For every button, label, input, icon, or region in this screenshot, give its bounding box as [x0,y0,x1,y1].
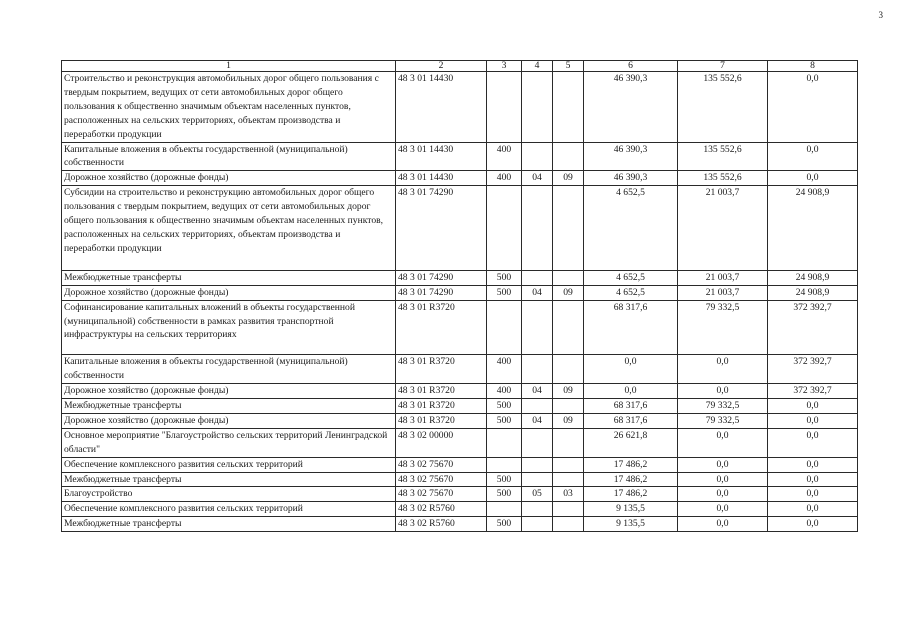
amount-col-8: 0,0 [768,399,858,414]
amount-col-7: 0,0 [678,502,768,517]
column-header: 8 [768,61,858,72]
page-number: 3 [878,10,883,20]
table-row [62,300,858,355]
column-header: 7 [678,61,768,72]
row-name: Межбюджетные трансферты [62,472,396,487]
expense-type-code [487,457,522,472]
section-code: 04 [522,413,553,428]
expense-type-code: 500 [487,413,522,428]
subsection-code: 03 [553,487,584,502]
amount-col-6: 17 486,2 [584,472,678,487]
expense-type-code [487,72,522,143]
amount-col-6: 4 652,5 [584,186,678,271]
subsection-code [553,472,584,487]
expense-type-code [487,300,522,355]
target-article-code: 48 3 01 R3720 [396,399,487,414]
section-code: 04 [522,171,553,186]
column-header: 4 [522,61,553,72]
amount-col-7: 0,0 [678,487,768,502]
target-article-code: 48 3 01 R3720 [396,355,487,384]
table-row [62,428,858,457]
row-name: Дорожное хозяйство (дорожные фонды) [62,384,396,399]
section-code [522,399,553,414]
subsection-code [553,142,584,171]
amount-col-7: 79 332,5 [678,399,768,414]
amount-col-8: 0,0 [768,171,858,186]
table-row [62,355,858,384]
expense-type-code: 500 [487,472,522,487]
amount-col-6: 68 317,6 [584,399,678,414]
amount-col-6: 68 317,6 [584,300,678,355]
amount-col-7: 0,0 [678,355,768,384]
subsection-code: 09 [553,384,584,399]
target-article-code: 48 3 02 75670 [396,472,487,487]
table-row [62,270,858,285]
expense-type-code: 500 [487,517,522,532]
table-row [62,384,858,399]
expense-type-code: 500 [487,487,522,502]
target-article-code: 48 3 02 75670 [396,457,487,472]
amount-col-8: 24 908,9 [768,186,858,271]
amount-col-8: 0,0 [768,72,858,143]
amount-col-7: 21 003,7 [678,186,768,271]
table-header-row [62,61,858,72]
amount-col-8: 0,0 [768,457,858,472]
table-row [62,72,858,143]
amount-col-6: 4 652,5 [584,285,678,300]
section-code: 05 [522,487,553,502]
target-article-code: 48 3 01 R3720 [396,384,487,399]
table-row [62,142,858,171]
section-code [522,142,553,171]
column-header: 5 [553,61,584,72]
subsection-code [553,399,584,414]
target-article-code: 48 3 01 14430 [396,142,487,171]
expense-type-code: 400 [487,355,522,384]
amount-col-7: 135 552,6 [678,72,768,143]
table-row [62,502,858,517]
amount-col-6: 9 135,5 [584,517,678,532]
section-code [522,186,553,271]
section-code [522,472,553,487]
section-code [522,457,553,472]
target-article-code: 48 3 01 R3720 [396,413,487,428]
amount-col-7: 0,0 [678,457,768,472]
target-article-code: 48 3 02 00000 [396,428,487,457]
amount-col-7: 0,0 [678,472,768,487]
subsection-code [553,457,584,472]
amount-col-6: 46 390,3 [584,171,678,186]
section-code [522,355,553,384]
amount-col-8: 24 908,9 [768,285,858,300]
column-header: 1 [62,61,396,72]
row-name: Дорожное хозяйство (дорожные фонды) [62,171,396,186]
row-name: Обеспечение комплексного развития сельских территорий [62,502,396,517]
expense-type-code: 400 [487,171,522,186]
amount-col-6: 4 652,5 [584,270,678,285]
subsection-code: 09 [553,285,584,300]
amount-col-8: 372 392,7 [768,355,858,384]
subsection-code [553,270,584,285]
subsection-code: 09 [553,413,584,428]
amount-col-8: 0,0 [768,517,858,532]
expense-type-code: 400 [487,142,522,171]
row-name: Дорожное хозяйство (дорожные фонды) [62,285,396,300]
target-article-code: 48 3 01 14430 [396,72,487,143]
row-name: Строительство и реконструкция автомобильных дорог общего пользования с твердым покрытием, ведущих от сети автомобильных дорог общего пользования к общественно значимым объектам населенных пунктов, расположенных на сельских территориях, объектам производства и переработки продукции [62,72,396,143]
amount-col-7: 21 003,7 [678,270,768,285]
amount-col-7: 0,0 [678,384,768,399]
row-name: Капитальные вложения в объекты государственной (муниципальной) собственности [62,142,396,171]
row-name: Софинансирование капитальных вложений в объекты государственной (муниципальной) собственности в рамках развития транспортной инфраструктуры на сельских территориях [62,300,396,355]
subsection-code [553,355,584,384]
target-article-code: 48 3 01 74290 [396,186,487,271]
table-row [62,186,858,271]
section-code [522,428,553,457]
amount-col-6: 26 621,8 [584,428,678,457]
table-row [62,472,858,487]
amount-col-7: 135 552,6 [678,171,768,186]
table-row [62,487,858,502]
amount-col-7: 79 332,5 [678,300,768,355]
table-row [62,457,858,472]
subsection-code [553,72,584,143]
section-code: 04 [522,384,553,399]
amount-col-7: 21 003,7 [678,285,768,300]
section-code [522,502,553,517]
table-row [62,399,858,414]
expense-type-code [487,428,522,457]
subsection-code [553,502,584,517]
row-name: Межбюджетные трансферты [62,399,396,414]
budget-table [61,60,858,532]
target-article-code: 48 3 02 R5760 [396,517,487,532]
amount-col-8: 372 392,7 [768,300,858,355]
amount-col-7: 79 332,5 [678,413,768,428]
row-name: Капитальные вложения в объекты государственной (муниципальной) собственности [62,355,396,384]
row-name: Благоустройство [62,487,396,502]
subsection-code [553,517,584,532]
target-article-code: 48 3 01 14430 [396,171,487,186]
amount-col-6: 46 390,3 [584,72,678,143]
section-code [522,517,553,532]
target-article-code: 48 3 01 74290 [396,285,487,300]
expense-type-code [487,186,522,271]
subsection-code [553,186,584,271]
table-row [62,171,858,186]
table-row [62,517,858,532]
column-header: 2 [396,61,487,72]
row-name: Обеспечение комплексного развития сельских территорий [62,457,396,472]
amount-col-6: 46 390,3 [584,142,678,171]
amount-col-6: 68 317,6 [584,413,678,428]
target-article-code: 48 3 02 75670 [396,487,487,502]
amount-col-8: 0,0 [768,487,858,502]
row-name: Субсидии на строительство и реконструкцию автомобильных дорог общего пользования с твердым покрытием, ведущих от сети автомобильных дорог общего пользования к общественно значимым объектам населенных пунктов, расположенных на сельских территориях, объектам производства и переработки продукции [62,186,396,271]
amount-col-6: 0,0 [584,355,678,384]
row-name: Межбюджетные трансферты [62,517,396,532]
amount-col-8: 372 392,7 [768,384,858,399]
amount-col-8: 0,0 [768,472,858,487]
amount-col-8: 24 908,9 [768,270,858,285]
subsection-code [553,428,584,457]
section-code [522,270,553,285]
row-name: Основное мероприятие "Благоустройство сельских территорий Ленинградской области" [62,428,396,457]
amount-col-8: 0,0 [768,142,858,171]
row-name: Межбюджетные трансферты [62,270,396,285]
amount-col-7: 135 552,6 [678,142,768,171]
row-name: Дорожное хозяйство (дорожные фонды) [62,413,396,428]
expense-type-code: 400 [487,384,522,399]
amount-col-8: 0,0 [768,428,858,457]
expense-type-code: 500 [487,285,522,300]
amount-col-7: 0,0 [678,428,768,457]
amount-col-8: 0,0 [768,413,858,428]
section-code: 04 [522,285,553,300]
column-header: 3 [487,61,522,72]
amount-col-6: 0,0 [584,384,678,399]
subsection-code: 09 [553,171,584,186]
target-article-code: 48 3 01 R3720 [396,300,487,355]
expense-type-code [487,502,522,517]
expense-type-code: 500 [487,399,522,414]
target-article-code: 48 3 01 74290 [396,270,487,285]
amount-col-6: 9 135,5 [584,502,678,517]
expense-type-code: 500 [487,270,522,285]
amount-col-6: 17 486,2 [584,457,678,472]
table-row [62,413,858,428]
section-code [522,300,553,355]
column-header: 6 [584,61,678,72]
amount-col-7: 0,0 [678,517,768,532]
subsection-code [553,300,584,355]
amount-col-6: 17 486,2 [584,487,678,502]
table-row [62,285,858,300]
amount-col-8: 0,0 [768,502,858,517]
target-article-code: 48 3 02 R5760 [396,502,487,517]
section-code [522,72,553,143]
